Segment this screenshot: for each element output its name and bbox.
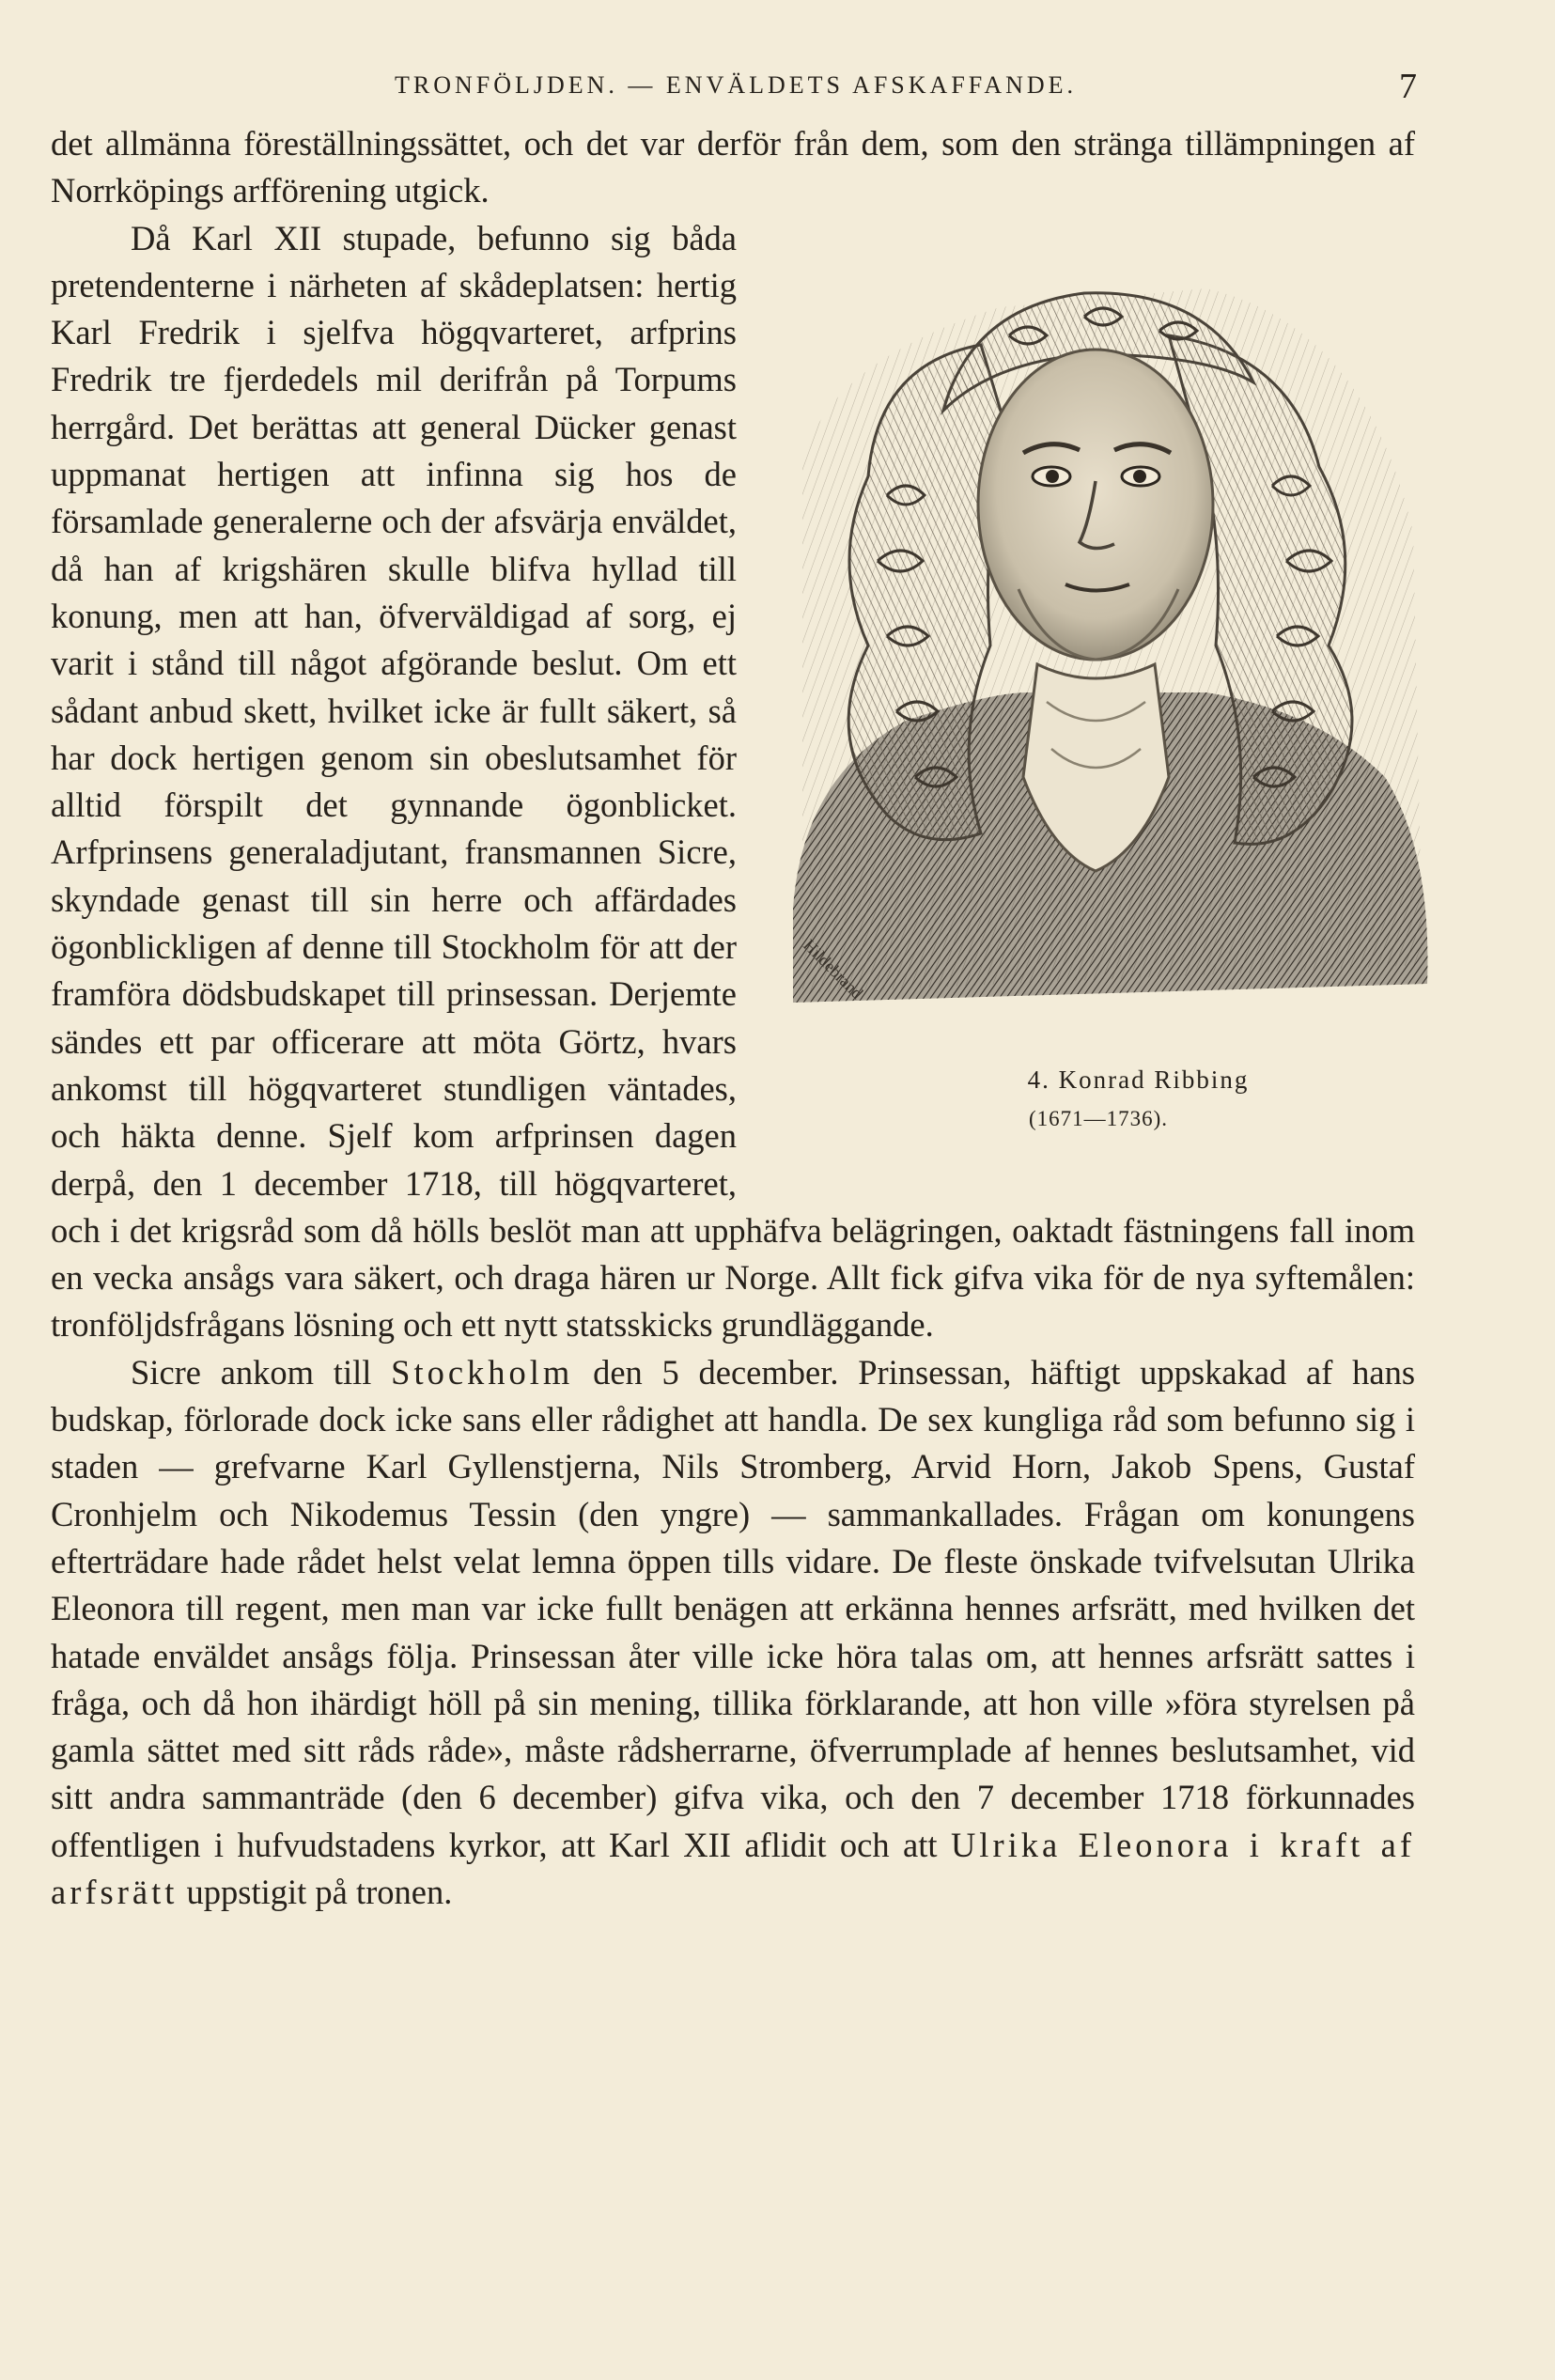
engraver-mark: Hildebrand [800,935,867,1003]
caption-name: 4. Konrad Ribbing [1027,1065,1250,1094]
portrait-engraving [765,251,1432,1059]
paragraph-3-end: uppstigit på tronen. [186,1872,453,1911]
running-title: TRONFÖLJDEN. — ENVÄLDETS AFSKAFFANDE. [394,71,1078,99]
paragraph-3 [51,1349,1415,1917]
body-text [51,120,1415,1916]
paragraph-1: det allmänna föreställningssättet, och det var derför från dem, som den stränga tillämpningen af Norrköpings arfförening utgick. [51,124,1415,210]
paragraph-2 [51,215,1415,1349]
figure-caption [765,1061,1432,1138]
running-head [54,66,1417,113]
face [978,350,1213,660]
paragraph-3-start: Sicre ankom till [131,1352,372,1392]
paragraph-3-body: den 5 december. Prinsessan, häftigt uppskakad af hans budskap, förlorade dock icke sans eller rådighet att handla. De sex kungliga råd som befunno sig i staden — grefvarne Karl Gyllenstjerna, Nils Stromberg, Arvid Horn, Jakob Spens, Gustaf Cronhjelm och Nikodemus Tessin (den yngre) — sammankallades. Frågan om konungens efterträdare hade rådet helst velat lemna öppen tills vidare. De fleste önskade tvifvelsutan Ulrika Eleonora till regent, men man var icke fullt benägen att erkänna hennes arfsrätt, med hvilken det hatade enväldet ansågs följa. Prinsessan åter ville icke höra talas om, att hennes arfsrätt sattes i fråga, och då hon ihärdigt höll på sin mening, tillika förklarande, att hon ville »föra styrelsen på gamla sättet med sitt råds råde», måste rådsherrarne, öfverrumplade af hennes beslutsamhet, vid sitt andra sammanträde (den 6 december) gifva vika, och den 7 december 1718 förkunnades offentligen i hufvudstadens kyrkor, att Karl XII aflidit och att [51,1352,1416,1864]
page-number: 7 [1399,67,1417,106]
figure-float [765,251,1432,1190]
spaced-ulrika: Ulrika Eleonora i kraft af arfsrätt [51,1825,1415,1911]
spaced-stockholm: Stockholm [391,1352,574,1392]
paragraph-2-text: Då Karl XII stupade, befunno sig båda pretendenterne i närheten af skådeplatsen: hertig Karl Fredrik i sjelfva högqvarteret, arfprins Fredrik tre fjerdedels mil derifrån på Torpums herrgård. Det berättas att general Dücker genast uppmanat hertigen att infinna sig hos de församlade generalerne och der afsvärja enväldet, då han af krigshären skulle blifva hyllad till konung, men att han, öfverväldigad af sorg, ej varit i stånd till något afgörande beslut. Om ett sådant anbud skett, hvilket icke är fullt säkert, så har dock hertigen genom sin obeslutsamhet för alltid förspilt det gynnande ögonblicket. Arfprinsens generaladjutant, fransmannen Sicre, skyndade genast till sin herre och affärdades ögonblickligen af denne till Stockholm för att der framföra dödsbudskapet till prinsessan. Derjemte sändes ett par officerare att möta Görtz, hvars ankomst till högqvarteret stundligen väntades, och häkta denne. Sjelf kom arfprinsen dagen derpå, den 1 december 1718, till högqvarteret, och i det krigsråd som då hölls beslöt man att upphäfva belägringen, oaktadt fästningens fall inom en vecka ansågs vara säkert, och draga hären ur Norge. Allt fick gifva vika för de nya syftemålen: tronföljdsfrågans lösning och ett nytt statsskicks grundläggande. [51,218,1415,1345]
caption-dates: (1671—1736). [1028,1106,1169,1130]
